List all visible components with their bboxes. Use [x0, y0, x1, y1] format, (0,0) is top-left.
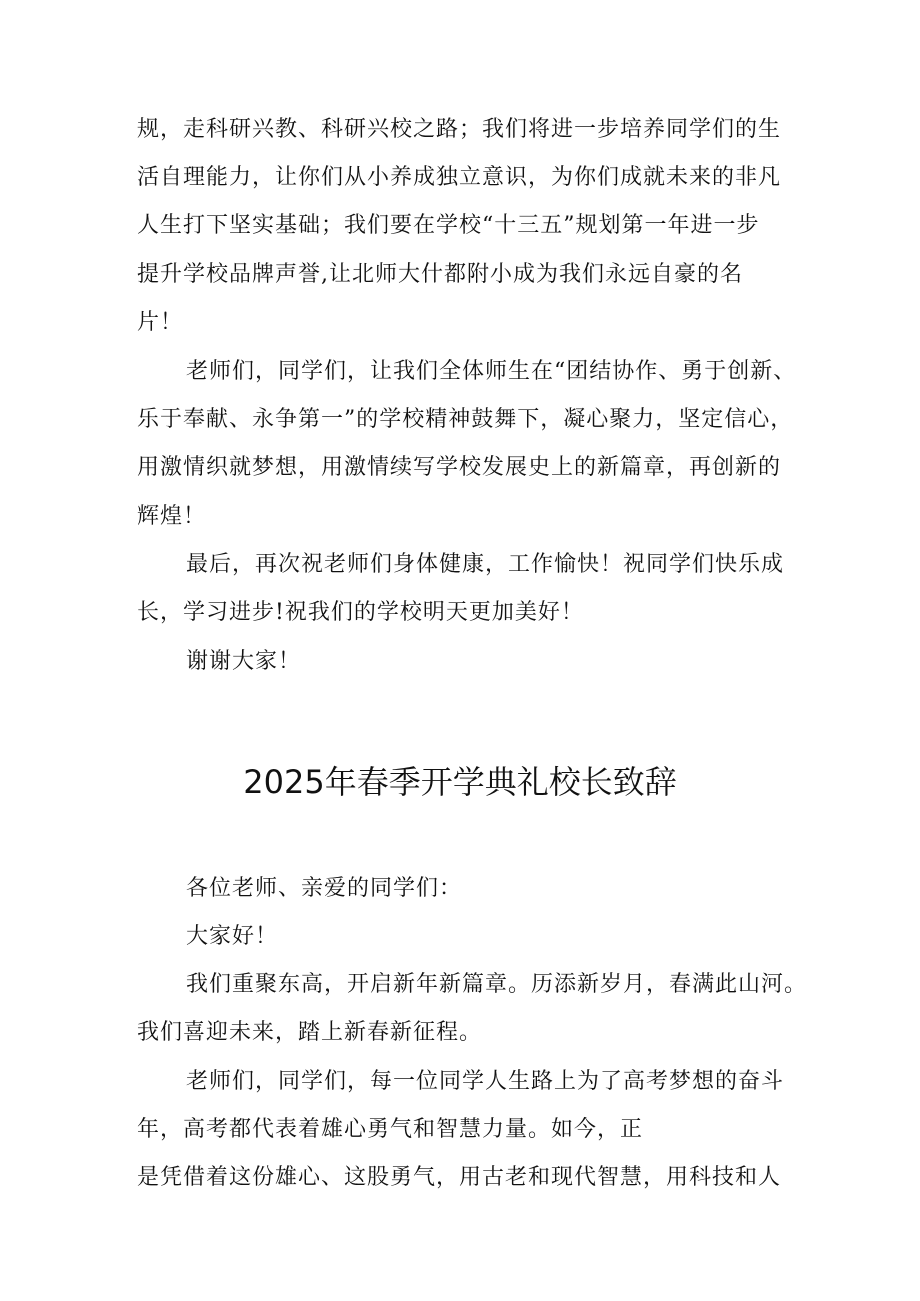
paragraph-line: 年，高考都代表着雄心勇气和智慧力量。如今，正 — [137, 1117, 644, 1142]
paragraph-line: 老师们，同学们，每一位同学人生路上为了高考梦想的奋斗 — [186, 1069, 785, 1094]
paragraph-line: 乐于奉献、永争第一”的学校精神鼓舞下，凝心聚力，坚定信心， — [137, 407, 794, 432]
paragraph-line: 长，学习进步!祝我们的学校明天更加美好！ — [137, 600, 584, 625]
paragraph-line: 最后，再次祝老师们身体健康，工作愉快！祝同学们快乐成 — [186, 552, 785, 577]
paragraph-line: 提升学校品牌声誉,让北师大什都附小成为我们永远自豪的名 — [137, 262, 743, 287]
paragraph-line: 人生打下坚实基础；我们要在学校“十三五”规划第一年进一步 — [137, 213, 760, 238]
paragraph-line: 我们重聚东高，开启新年新篇章。历添新岁月，春满此山河。 — [186, 972, 808, 997]
paragraph-line: 活自理能力，让你们从小养成独立意识，为你们成就未来的非凡 — [137, 165, 782, 190]
paragraph-line: 老师们，同学们，让我们全体师生在“团结协作、勇于创新、 — [186, 359, 797, 384]
paragraph-line: 各位老师、亲爱的同学们： — [186, 876, 463, 901]
paragraph-line: 用激情织就梦想，用激情续写学校发展史上的新篇章，再创新的 — [137, 455, 782, 480]
paragraph-line: 片！ — [137, 310, 184, 335]
paragraph-line: 大家好！ — [186, 924, 279, 949]
paragraph-line: 我们喜迎未来，踏上新春新征程。 — [137, 1020, 483, 1045]
paragraph-line: 谢谢大家！ — [186, 649, 302, 674]
page-title: 2025年春季开学典礼校长致辞 — [243, 763, 677, 801]
paragraph-line: 是凭借着这份雄心、这股勇气，用古老和现代智慧，用科技和人 — [137, 1165, 782, 1190]
paragraph-line: 规，走科研兴教、科研兴校之路；我们将进一步培养同学们的生 — [137, 117, 782, 142]
paragraph-line: 辉煌！ — [137, 504, 207, 529]
